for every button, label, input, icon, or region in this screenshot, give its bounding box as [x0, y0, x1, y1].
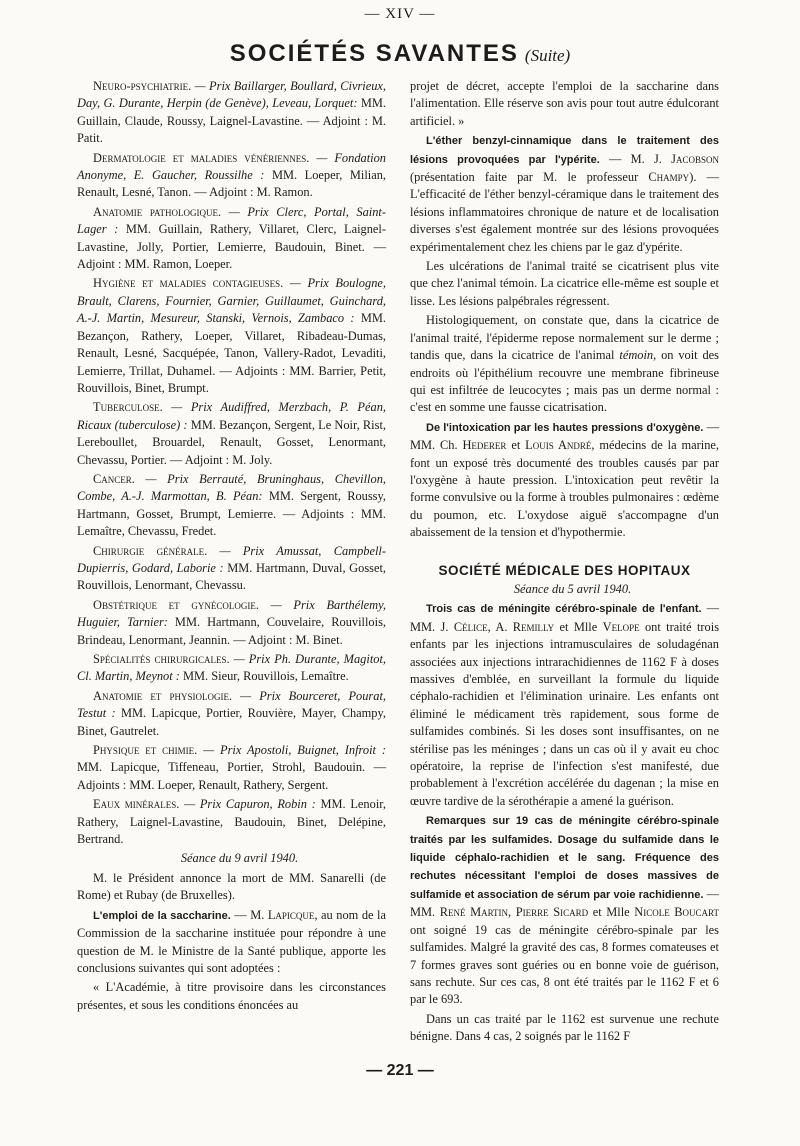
prize-entry: Hygiène et maladies contagieuses. — Prix Boulogne, Brault, Clarens, Fournier, Garnier, Guillaumet, Guinchard, A.-J. Martin, Mesureur, Stanski, Vernois, Zambaco : MM. Bezançon, Rathery, Loeper, Villaret, Ribadeau-Dumas, Renault, Lesné, Sacquépée, Tanon, Vallery-Radot, Levaditi, Lemierre, Trillat, Duhamel. — Adjoints : MM. Barrier, Petit, Rouvillois, Binet, Brumpt.	[77, 276, 386, 395]
seance-date: Séance du 9 avril 1940.	[180, 851, 299, 866]
paragraph: « L'Académie, à titre provisoire dans les circonstances présentes, et sous les conditions énoncées au	[77, 980, 386, 1012]
section-title-text: SOCIÉTÉS SAVANTES	[229, 40, 519, 67]
paragraph: Histologiquement, on constate que, dans la cicatrice de l'animal traité, l'épiderme repose normalement sur le derme ; tandis que, dans la cicatrice de l'animal témoin, on voit des endroits où l'épithélium recouvre une membrane fibrineuse qui est infiltrée de leucocytes ; mais pas un derme normal : c'est en somme une fausse cicatrisation.	[410, 313, 719, 415]
prize-entry: Cancer. — Prix Berrauté, Bruninghaus, Chevillon, Combe, A.-J. Marmottan, B. Péan: MM. Sergent, Roussy, Hartmann, Gosset, Brumpt, Lemierre. — Adjoints : MM. Lemaître, Chevassu, Fredet.	[77, 471, 386, 539]
prize-entry: Spécialités chirurgicales. — Prix Ph. Durante, Magitot, Cl. Martin, Meynot : MM. Sieur, Rouvillois, Lemaître.	[77, 652, 386, 684]
prize-entry: Anatomie et physiologie. — Prix Bourceret, Pourat, Testut : MM. Lapicque, Portier, Rouvière, Mayer, Champy, Binet, Gautrelet.	[77, 688, 386, 738]
roman-folio: — XIV —	[364, 6, 436, 22]
prize-entry: Chirurgie générale. — Prix Amussat, Campbell-Dupierris, Godard, Laborie : MM. Hartmann, Duval, Gosset, Rouvillois, Lenormant, Chevassu.	[77, 543, 387, 593]
left-column	[77, 78, 386, 1016]
prize-entry: Anatomie pathologique. — Prix Clerc, Portal, Saint-Lager : MM. Guillain, Rathery, Villaret, Clerc, Laignel-Lavastine, Jolly, Portier, Lemierre, Baudouin, Binet. — Adjoint : MM. Ramon, Loeper.	[77, 204, 387, 272]
right-column	[410, 78, 719, 1048]
paragraph: projet de décret, accepte l'emploi de la saccharine dans l'alimentation. Elle réserve son avis pour tout autre édulcorant artificiel. »	[410, 79, 719, 128]
paragraph: De l'intoxication par les hautes pressions d'oxygène. — MM. Ch. Hederer et Louis André, médecins de la marine, font un exposé très documenté des troubles causés par par l'oxygène à haute pression. L'intoxication peut revêtir la forme convulsive ou la forme à troubles pulmonaires : œdème du poumon, etc. L'oxydose aiguë s'accompagne d'un abaissement de la tension et d'hypothermie.	[410, 419, 720, 540]
prize-entry: Obstétrique et gynécologie. — Prix Barthélemy, Huguier, Tarnier: MM. Hartmann, Couvelaire, Rouvillois, Brindeau, Lenormant, Jeannin. — Adjoint : M. Binet.	[77, 597, 386, 647]
paragraph: M. le Président annonce la mort de MM. Sanarelli (de Rome) et Rubay (de Bruxelles).	[77, 870, 386, 903]
paragraph: L'emploi de la saccharine. — M. Lapicque, au nom de la Commission de la saccharine instituée pour répondre à une question de M. le Ministre de la Santé publique, apporte les conclusions suivantes qui sont adoptées :	[77, 907, 386, 975]
paragraph: Trois cas de méningite cérébro-spinale de l'enfant. — MM. J. Célice, A. Remilly et Mlle Velope ont traité trois enfants par les injections intramusculaires de soludagénan associées aux injections intrarachidiennes de 1162 F à doses massives d'emblée, en surveillant la formule du liquide céphalo-rachidien et l'élimination urinaire. Les enfants ont éliminé le médicament très rapidement, sous forme de sulfamides combinés. Si les doses sont insuffisantes, on ne stérilise pas les méninges ; dans un cas où il y avait eu choc opératoire, la reprise de l'infection s'est manifesté, due probablement à l'excrétion accélérée du dagenan ; la mise en œuvre tardive de la sérothérapie a amené la guérison.	[410, 601, 720, 808]
prize-entry: Eaux minérales. — Prix Capuron, Robin : MM. Lenoir, Rathery, Laignel-Lavastine, Baudouin, Binet, Delépine, Bertrand.	[77, 797, 386, 847]
prize-entry: Neuro-psychiatrie. — Prix Baillarger, Boullard, Civrieux, Day, G. Durante, Herpin (de Genève), Leveau, Lorquet: MM. Guillain, Claude, Roussy, Laignel-Lavastine. — Adjoint : M. Patit.	[77, 79, 386, 146]
society-heading: SOCIÉTÉ MÉDICALE DES HOPITAUX	[438, 562, 691, 578]
prize-entry: Dermatologie et maladies vénériennes. — Fondation Anonyme, E. Gaucher, Roussilhe : MM. Loeper, Milian, Renault, Lesné, Tanon. — Adjoint : M. Ramon.	[77, 150, 386, 200]
prize-entry: Physique et chimie. — Prix Apostoli, Buignet, Infroit : MM. Lapicque, Tiffeneau, Portier, Strohl, Baudouin. — Adjoints : MM. Loeper, Renault, Rathery, Sergent.	[77, 743, 386, 792]
paragraph: Les ulcérations de l'animal traité se cicatrisent plus vite que chez l'animal témoin. La cicatrice elle-même est souple et lisse. Les lésions palpébrales régressent.	[410, 259, 719, 308]
section-title-suite: (Suite)	[524, 46, 571, 65]
paragraph: Remarques sur 19 cas de méningite cérébro-spinale traités par les sulfamides. Dosage du sulfamide dans le liquide céphalo-rachidien et le sang. Fréquence des rechutes nécessitant l'emploi de doses massives de sulfamide et association de sérum par voie rachidienne. — MM. René Martin, Pierre Sicard et Mlle Nicole Boucart ont soigné 19 cas de méningite cérébro-spinale par les sulfamides. Malgré la gravité des cas, 8 formes comateuses et 7 formes graves sont guéries ou en bonne voie de guérison, sans rechute. Sur ces cas, 8 ont été traités par le 1162 F et 6 par le 693.	[410, 815, 720, 1007]
paragraph: Dans un cas traité par le 1162 est survenue une rechute bénigne. Dans 4 cas, 2 soignés par le 1162 F	[410, 1011, 719, 1044]
page-number: — 221 —	[366, 1062, 434, 1079]
seance-date: Séance du 5 avril 1940.	[513, 581, 632, 596]
paragraph: L'éther benzyl-cinnamique dans le traitement des lésions provoquées par l'ypérite. — M. J. Jacobson (présentation faite par M. le professeur Champy). — L'efficacité de l'éther benzyl-céramique dans le traitement des lésions inflammatoires chronique de nature et de localisation diverses s'est également montrée sur des lésions provoquées expérimentalement chez les chiens par le gaz d'ypérite.	[410, 135, 720, 254]
section-title	[0, 40, 800, 68]
prize-entry: Tuberculose. — Prix Audiffred, Merzbach, P. Péan, Ricaux (tuberculose) : MM. Bezançon, Sergent, Le Noir, Rist, Lereboullet, Brouardel, Renault, Gosset, Lenormant, Chevassu, Portier. — Adjoint : M. Joly.	[77, 400, 386, 467]
